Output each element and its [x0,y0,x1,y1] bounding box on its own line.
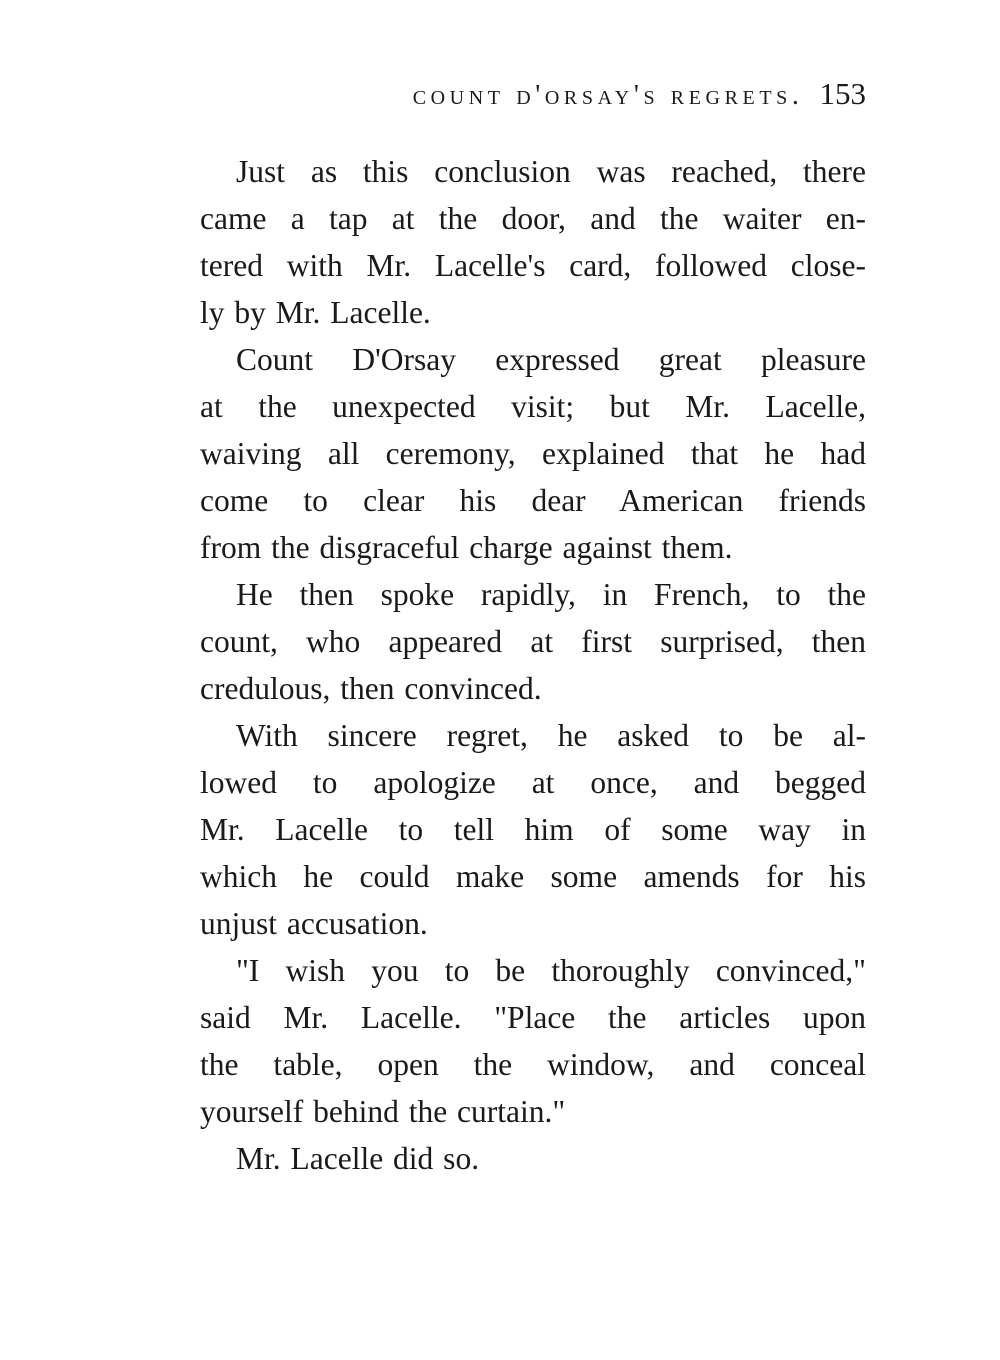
text-line: from the disgraceful charge against them. [200,530,733,565]
text-line: tered with Mr. Lacelle's card, followed close- [200,248,866,283]
paragraph-2 [200,336,866,571]
book-page [200,76,866,1182]
text-line: Mr. Lacelle to tell him of some way in [200,812,866,847]
text-line: said Mr. Lacelle. "Place the articles upon [200,1000,866,1035]
text-line: came a tap at the door, and the waiter en- [200,201,866,236]
text-line: waiving all ceremony, explained that he had [200,436,866,471]
text-line: "I wish you to be thoroughly convinced," [236,953,866,988]
text-line: the table, open the window, and conceal [200,1047,866,1082]
body-text [200,148,866,1182]
paragraph-5 [200,947,866,1135]
text-line: credulous, then convinced. [200,671,542,706]
paragraph-3 [200,571,866,712]
text-line: ly by Mr. Lacelle. [200,295,431,330]
text-line: unjust accusation. [200,906,428,941]
text-line: lowed to apologize at once, and begged [200,765,866,800]
text-line: yourself behind the curtain." [200,1094,566,1129]
text-line: count, who appeared at first surprised, then [200,624,866,659]
paragraph-1 [200,148,866,336]
running-head [200,76,866,128]
text-line: Just as this conclusion was reached, there [236,154,866,189]
text-line: Mr. Lacelle did so. [236,1141,480,1176]
running-head-title: count d'orsay's regrets. [412,80,804,111]
text-line: With sincere regret, he asked to be al- [236,718,866,753]
text-line: which he could make some amends for his [200,859,866,894]
paragraph-6 [200,1135,866,1182]
text-line: at the unexpected visit; but Mr. Lacelle, [200,389,866,424]
page-number: 153 [819,76,866,111]
paragraph-4 [200,712,866,947]
text-line: Count D'Orsay expressed great pleasure [236,342,866,377]
text-line: He then spoke rapidly, in French, to the [236,577,866,612]
text-line: come to clear his dear American friends [200,483,866,518]
